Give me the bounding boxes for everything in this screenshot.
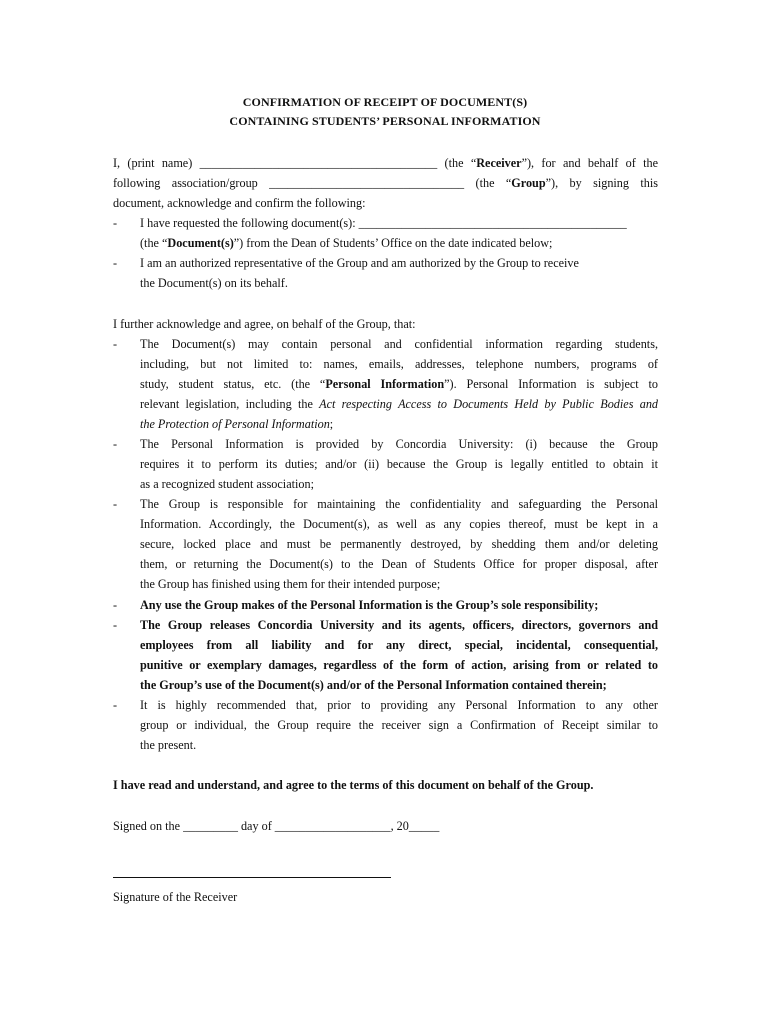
bullet-dash: - [113,497,118,511]
confirm-item-2-line-1: I am an authorized representative of the Group and am authorized by the Group to receive [140,256,579,270]
confirm-item-2-line-2: the Document(s) on its behalf. [140,276,288,290]
further-item-c-line-1: The Group is responsible for maintaining the confidentiality and safeguarding the Personal [140,497,658,511]
further-item-f-line-2: group or individual, the Group require the receiver sign a Confirmation of Receipt similar to [140,718,658,732]
agreement-statement: I have read and understand, and agree to the terms of this document on behalf of the Group. [113,778,594,792]
further-item-a-line-5: the Protection of Personal Information; [140,417,334,431]
further-item-a-line-4: relevant legislation, including the Act respecting Access to Documents Held by Public Bodies and [140,397,659,411]
confirm-item-1-line-1: I have requested the following document(s): ____________________________________________ [140,216,627,230]
further-item-b-line-1: The Personal Information is provided by Concordia University: (i) because the Group [140,437,658,451]
further-item-a-line-2: including, but not limited to: names, emails, addresses, telephone numbers, programs of [140,357,658,371]
bullet-dash: - [113,618,118,632]
confirm-item-1-line-2: (the “Document(s)”) from the Dean of Students’ Office on the date indicated below; [140,236,553,250]
further-item-e-line-1: The Group releases Concordia University and its agents, officers, directors, governors and [140,618,658,632]
bullet-dash: - [113,598,118,612]
intro-line-3: document, acknowledge and confirm the following: [113,196,366,210]
further-item-f-line-1: It is highly recommended that, prior to providing any Personal Information to any other [140,698,658,712]
further-item-b-line-3: as a recognized student association; [140,477,314,491]
document-title-line-2: CONTAINING STUDENTS’ PERSONAL INFORMATION [229,114,541,128]
further-item-d-line-1: Any use the Group makes of the Personal Information is the Group’s sole responsibility; [140,598,599,612]
further-item-e-line-4: the Group’s use of the Document(s) and/or of the Personal Information contained therein; [140,678,607,692]
further-item-c-line-5: the Group has finished using them for their intended purpose; [140,577,441,591]
intro-line-1: I, (print name) _______________________________________ (the “Receiver”), for and behalf of the [113,156,658,170]
further-intro: I further acknowledge and agree, on behalf of the Group, that: [113,317,416,331]
bullet-dash: - [113,698,118,712]
signed-on-line: Signed on the _________ day of ___________________, 20_____ [113,819,440,833]
signature-label: Signature of the Receiver [113,890,238,904]
signature-line[interactable] [113,877,391,878]
further-item-e-line-3: punitive or exemplary damages, regardless of the form of action, arising from or related to [140,658,658,672]
further-item-b-line-2: requires it to perform its duties; and/or (ii) because the Group is legally entitled to obtain it [140,457,658,471]
document-title-line-1: CONFIRMATION OF RECEIPT OF DOCUMENT(S) [242,95,528,109]
bullet-dash: - [113,437,118,451]
bullet-dash: - [113,256,118,270]
intro-line-2: following association/group ________________________________ (the “Group”), by signing this [113,176,658,190]
further-item-a-line-1: The Document(s) may contain personal and confidential information regarding students, [140,337,658,351]
further-item-f-line-3: the present. [140,738,197,752]
further-item-c-line-2: Information. Accordingly, the Document(s), as well as any copies thereof, must be kept in a [140,517,658,531]
bullet-dash: - [113,337,118,351]
further-item-c-line-3: secure, locked place and must be permanently destroyed, by shedding them and/or deleting [140,537,658,551]
bullet-dash: - [113,216,118,230]
further-item-a-line-3: study, student status, etc. (the “Personal Information”). Personal Information is subject to [140,377,658,391]
further-item-c-line-4: them, or returning the Document(s) to the Dean of Students Office for proper disposal, after [140,557,658,571]
further-item-e-line-2: employees from all liability and for any direct, special, incidental, consequential, [140,638,658,652]
